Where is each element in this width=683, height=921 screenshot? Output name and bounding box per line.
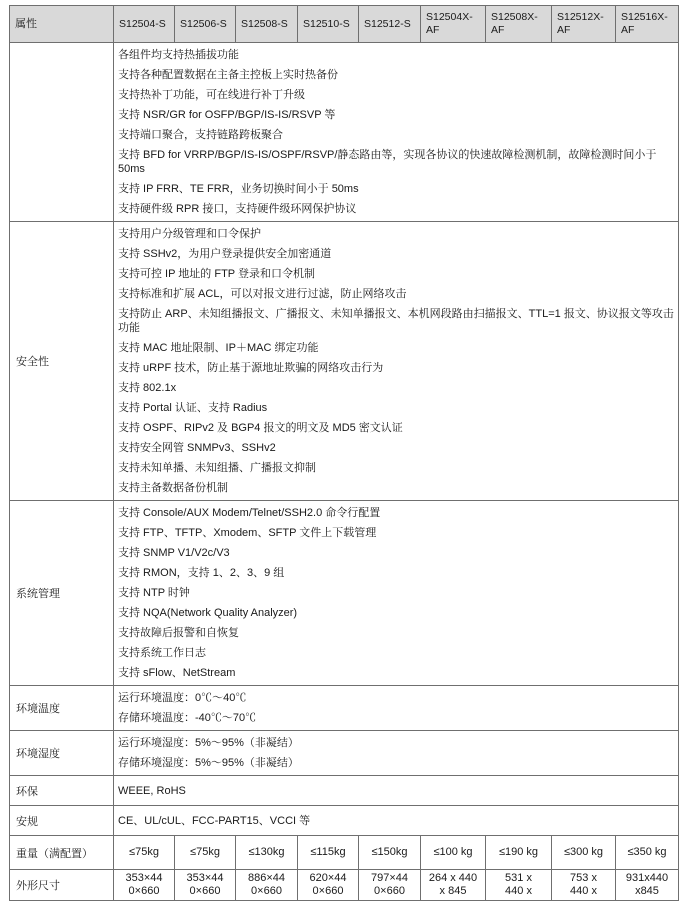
- section-row-environment: [10, 776, 679, 806]
- feature-item: 支持各种配置数据在主备主控板上实时热备份: [118, 69, 338, 81]
- weight-cell: ≤190 kg: [486, 836, 552, 870]
- feature-item: 支持系统工作日志: [118, 647, 206, 659]
- header-model: S12506-S: [175, 6, 236, 43]
- header-model: S12512-S: [359, 6, 421, 43]
- weight-row: [10, 836, 679, 870]
- section-label: 系统管理: [10, 501, 114, 686]
- feature-item: 支持 FTP、TFTP、Xmodem、SFTP 文件上下载管理: [118, 527, 377, 539]
- dimensions-cell: [486, 870, 552, 901]
- feature-item: 运行环境温度：0℃～40℃: [118, 692, 247, 704]
- header-model: S12504X-AF: [421, 6, 486, 43]
- feature-item: 支持 802.1x: [118, 382, 177, 394]
- feature-item: 支持用户分级管理和口令保护: [118, 228, 261, 240]
- weight-cell: ≤75kg: [114, 836, 175, 870]
- section-row-humidity: [10, 731, 679, 776]
- dimensions-line: 0×660: [128, 885, 160, 897]
- dimensions-cell: [421, 870, 486, 901]
- feature-item: 支持标准和扩展 ACL，可以对报文进行过滤，防止网络攻击: [118, 288, 407, 300]
- spec-table: [9, 5, 679, 901]
- dimensions-line: 531 x: [505, 872, 532, 884]
- feature-item: 支持 BFD for VRRP/BGP/IS-IS/OSPF/RSVP/静态路由等，实现各协议的快速故障检测机制，故障检测时间小于 50ms: [118, 149, 657, 175]
- feature-item: 支持端口聚合，支持链路跨板聚合: [118, 129, 283, 141]
- feature-list: [114, 731, 679, 776]
- feature-item: 支持 RMON，支持 1、2、3、9 组: [118, 567, 285, 579]
- weight-label: 重量（满配置）: [10, 836, 114, 870]
- feature-item: 支持 IP FRR、TE FRR，业务切换时间小于 50ms: [118, 183, 359, 195]
- feature-item: 支持 Console/AUX Modem/Telnet/SSH2.0 命令行配置: [118, 507, 381, 519]
- feature-list: [114, 686, 679, 731]
- dimensions-line: 0×660: [312, 885, 344, 897]
- feature-item: 支持防止 ARP、未知组播报文、广播报文、未知单播报文、本机网段路由扫描报文、TTL=1 报文、协议报文等攻击功能: [118, 308, 674, 334]
- feature-item: 支持硬件级 RPR 接口，支持硬件级环网保护协议: [118, 203, 357, 215]
- dimensions-line: 353×44: [125, 872, 163, 884]
- feature-list: [114, 43, 679, 222]
- dimensions-cell: [552, 870, 616, 901]
- feature-item: 存储环境温度：-40℃～70℃: [118, 712, 257, 724]
- feature-item: 支持 sFlow、NetStream: [118, 667, 236, 679]
- feature-item: 支持 MAC 地址限制、IP＋MAC 绑定功能: [118, 342, 319, 354]
- dimensions-line: 0×660: [374, 885, 405, 897]
- feature-item: 支持 OSPF、RIPv2 及 BGP4 报文的明文及 MD5 密文认证: [118, 422, 403, 434]
- dimensions-line: 886×44: [247, 872, 285, 884]
- dimensions-cell: [114, 870, 175, 901]
- dimensions-cell: [616, 870, 679, 901]
- feature-item: 支持故障后报警和自恢复: [118, 627, 239, 639]
- feature-item: 支持 SSHv2，为用户登录提供安全加密通道: [118, 248, 332, 260]
- feature-item: 各组件均支持热插拔功能: [118, 49, 239, 61]
- section-row-safety: [10, 806, 679, 836]
- feature-item: 支持 Portal 认证、支持 Radius: [118, 402, 268, 414]
- section-label: 环境湿度: [10, 731, 114, 776]
- feature-item: 支持 uRPF 技术，防止基于源地址欺骗的网络攻击行为: [118, 362, 384, 374]
- feature-item: 支持 NQA(Network Quality Analyzer): [118, 607, 298, 619]
- section-row-reliability: [10, 43, 679, 222]
- weight-cell: ≤150kg: [359, 836, 421, 870]
- dimensions-cell: [236, 870, 298, 901]
- header-model: S12516X-AF: [616, 6, 679, 43]
- feature-list: [114, 776, 679, 806]
- header-attribute: 属性: [10, 6, 114, 43]
- weight-cell: ≤75kg: [175, 836, 236, 870]
- dimensions-cell: [175, 870, 236, 901]
- dimensions-line: x 845: [439, 885, 467, 897]
- weight-cell: ≤350 kg: [616, 836, 679, 870]
- weight-cell: ≤300 kg: [552, 836, 616, 870]
- dimensions-row: [10, 870, 679, 901]
- feature-item: 支持 NSR/GR for OSFP/BGP/IS-IS/RSVP 等: [118, 109, 336, 121]
- feature-item: 支持 SNMP V1/V2c/V3: [118, 547, 230, 559]
- dimensions-line: 797×44: [370, 872, 408, 884]
- feature-item: 支持热补丁功能，可在线进行补丁升级: [118, 89, 305, 101]
- header-model: S12508X-AF: [486, 6, 552, 43]
- feature-item: 支持主备数据备份机制: [118, 482, 228, 494]
- feature-item: 支持安全网管 SNMPv3、SSHv2: [118, 442, 276, 454]
- section-label: 安规: [10, 806, 114, 836]
- weight-cell: ≤130kg: [236, 836, 298, 870]
- section-label: 安全性: [10, 222, 114, 501]
- feature-item: 支持 NTP 时钟: [118, 587, 190, 599]
- dimensions-line: 753 x: [570, 872, 597, 884]
- dimensions-line: 353×44: [186, 872, 224, 884]
- header-row: [10, 6, 679, 43]
- dimensions-line: 0×660: [251, 885, 282, 897]
- feature-item: 支持可控 IP 地址的 FTP 登录和口令机制: [118, 268, 315, 280]
- section-label: [10, 43, 114, 222]
- feature-item: 存储环境湿度：5%～95%（非凝结）: [118, 757, 299, 769]
- dimensions-line: 0×660: [189, 885, 221, 897]
- dimensions-line: x845: [635, 885, 659, 897]
- dimensions-line: 440 x: [570, 885, 597, 897]
- section-label: 环保: [10, 776, 114, 806]
- feature-item: 运行环境湿度：5%～95%（非凝结）: [118, 737, 299, 749]
- feature-list: [114, 222, 679, 501]
- section-label: 环境温度: [10, 686, 114, 731]
- header-model: S12504-S: [114, 6, 175, 43]
- section-row-management: [10, 501, 679, 686]
- dimensions-line: 931x440: [625, 872, 669, 884]
- header-model: S12512X-AF: [552, 6, 616, 43]
- weight-cell: ≤100 kg: [421, 836, 486, 870]
- weight-cell: ≤115kg: [298, 836, 359, 870]
- feature-item: WEEE, RoHS: [118, 784, 186, 797]
- dimensions-label: 外形尺寸: [10, 870, 114, 901]
- section-row-security: [10, 222, 679, 501]
- feature-item: 支持未知单播、未知组播、广播报文抑制: [118, 462, 316, 474]
- section-row-temperature: [10, 686, 679, 731]
- header-model: S12508-S: [236, 6, 298, 43]
- dimensions-line: 620×44: [309, 872, 347, 884]
- feature-list: [114, 806, 679, 836]
- dimensions-cell: [359, 870, 421, 901]
- dimensions-line: 440 x: [505, 885, 532, 897]
- header-model: S12510-S: [298, 6, 359, 43]
- feature-item: CE、UL/cUL、FCC-PART15、VCCI 等: [118, 814, 311, 827]
- dimensions-cell: [298, 870, 359, 901]
- dimensions-line: 264 x 440: [428, 872, 478, 884]
- feature-list: [114, 501, 679, 686]
